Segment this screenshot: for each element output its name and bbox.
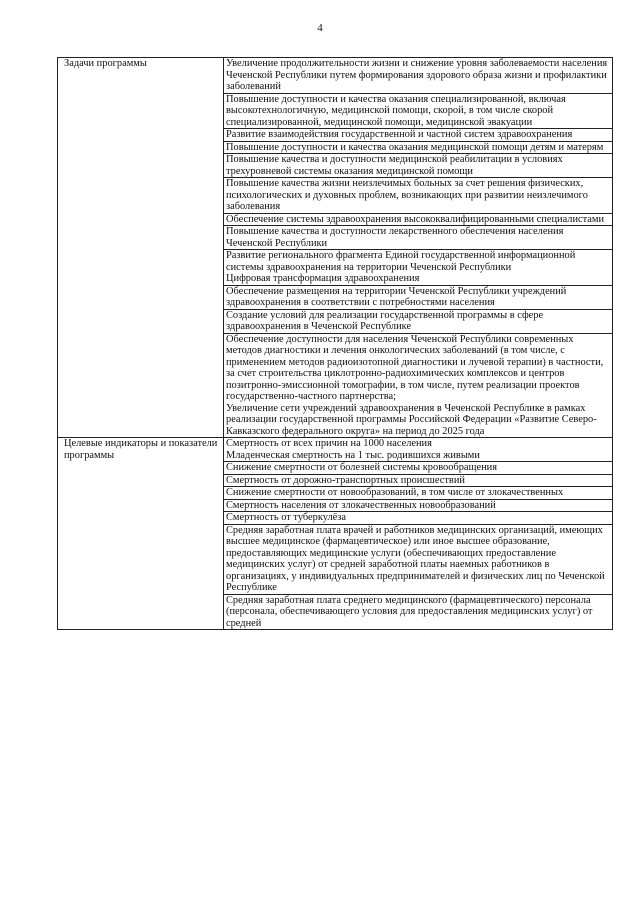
section-item <box>224 129 613 142</box>
item-text: Цифровая трансформация здравоохранения <box>226 273 420 284</box>
section-item <box>224 58 613 94</box>
page-number: 4 <box>317 22 323 34</box>
section-item <box>224 178 613 214</box>
item-text: Средняя заработная плата врачей и работников медицинских организаций, имеющих высшее медицинское (фармацевтическое) или иное высшее образование, предоставляющих медицинские услуги (обеспечивающих предоставление медицинских услуг) от средней заработной платы наемных работников в организациях, у индивидуальных предпринимателей и физических лиц по Чеченской Республике <box>226 524 605 593</box>
item-text: Снижение смертности от болезней системы кровообращения <box>226 462 498 473</box>
item-text: Развитие взаимодействия государственной и частной систем здравоохранения <box>226 129 573 140</box>
item-text: Смертность от туберкулёза <box>226 512 346 523</box>
item-text: Смертность от всех причин на 1000 населения <box>226 438 432 449</box>
item-text: Повышение доступности и качества оказания медицинской помощи детям и матерям <box>226 141 604 153</box>
item-text: Увеличение продолжительности жизни и снижение уровня заболеваемости населения Чеченской Республики путем формирования здорового образа жизни и профилактики заболеваний <box>226 58 608 92</box>
item-text: Смертность населения от злокачественных новообразований <box>226 499 496 511</box>
section-item <box>224 154 613 178</box>
item-text: Создание условий для реализации государственной программы в сфере здравоохранения в Чеченской Республике <box>226 309 544 332</box>
section-item <box>224 438 613 462</box>
item-text: Повышение качества и доступности лекарственного обеспечения населения Чеченской Республики <box>226 226 564 249</box>
item-text: Увеличение сети учреждений здравоохранения в Чеченской Республике в рамках реализации государственной программы Российской Федерации «Развитие Северо-Кавказского федерального округа» на период до 2025 года <box>226 402 597 437</box>
section-item <box>224 462 613 475</box>
section-label-indicators: Целевые индикаторы и показатели программы <box>58 438 224 630</box>
section-item <box>224 285 613 309</box>
section-item <box>224 487 613 500</box>
section-item <box>224 309 613 333</box>
table-row <box>58 58 613 94</box>
section-item <box>224 512 613 525</box>
item-text: Младенческая смертность на 1 тыс. родившихся живыми <box>226 449 480 461</box>
section-item <box>224 474 613 487</box>
item-text: Обеспечение системы здравоохранения высококвалифицированными специалистами <box>226 213 605 225</box>
item-text: Повышение качества жизни неизлечимых больных за счет решения физических, психологических и духовных проблем, возникающих при развитии неизлечимого заболевания <box>226 178 588 212</box>
item-text: Обеспечение доступности для населения Чеченской Республики современных методов диагностики и лечения онкологических заболеваний (в том числе, с применением методов радиоизотопной диагностики и лучевой терапии) в частности, за счет строительства циклотронно-радиохимических комплексов и центров позитронно-эмиссионной томографии, в том числе, путем реализации проектов государственно-частного партнерства; <box>226 333 604 402</box>
section-item <box>224 594 613 630</box>
section-item <box>224 524 613 594</box>
section-item <box>224 141 613 154</box>
item-text: Снижение смертности от новообразований, в том числе от злокачественных <box>226 487 564 498</box>
item-text: Средняя заработная плата среднего медицинского (фармацевтического) персонала (персонала, обеспечивающего условия для предоставления медицинских услуг) от средней <box>226 594 593 629</box>
program-passport-table <box>57 57 613 630</box>
item-text: Развитие регионального фрагмента Единой государственной информационной системы здравоохранения на территории Чеченской Республики <box>226 250 576 273</box>
table-row <box>58 438 613 462</box>
section-item <box>224 499 613 512</box>
item-text: Повышение доступности и качества оказания специализированной, включая высокотехнологичную, медицинской помощи, скорой, в том числе скорой специализированной, медицинской помощи, медицинской эвакуации <box>226 93 566 128</box>
item-text: Смертность от дорожно-транспортных происшествий <box>226 474 465 486</box>
section-item <box>224 333 613 438</box>
section-label-tasks: Задачи программы <box>58 58 224 438</box>
section-item <box>224 93 613 129</box>
item-text: Обеспечение размещения на территории Чеченской Республики учреждений здравоохранения в соответствии с потребностями населения <box>226 285 567 308</box>
item-text: Повышение качества и доступности медицинской реабилитации в условиях трехуровневой системы оказания медицинской помощи <box>226 154 563 177</box>
section-item <box>224 213 613 226</box>
section-item <box>224 250 613 286</box>
section-item <box>224 226 613 250</box>
